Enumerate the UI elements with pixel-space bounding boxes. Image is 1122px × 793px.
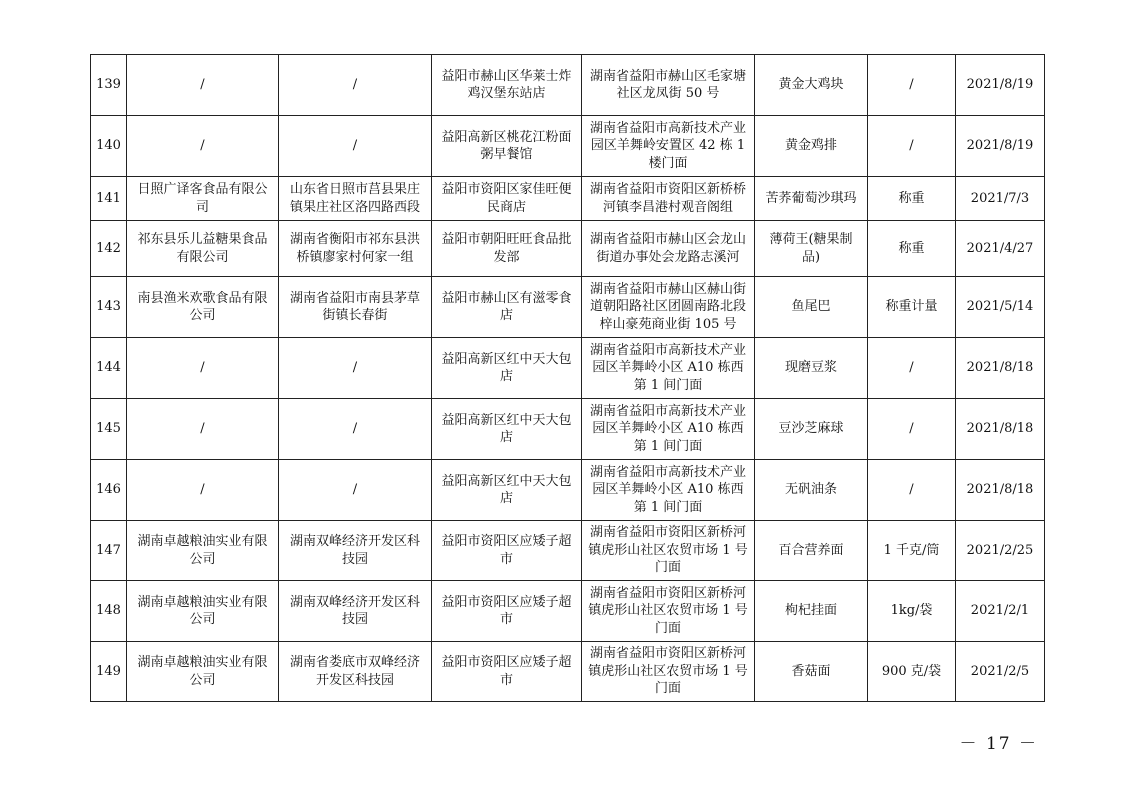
seller-cell: 益阳市资阳区应矮子超市 xyxy=(432,521,582,581)
seller-cell: 益阳市赫山区华莱士炸鸡汉堡东站店 xyxy=(432,55,582,116)
producer-address-cell: 湖南省益阳市南县茅草街镇长春街 xyxy=(279,277,432,338)
production-date-cell: 2021/8/19 xyxy=(956,55,1045,116)
row-number-cell: 144 xyxy=(91,338,127,399)
producer-cell: 湖南卓越粮油实业有限公司 xyxy=(127,642,279,702)
table-row xyxy=(91,581,1045,642)
producer-cell: 湖南卓越粮油实业有限公司 xyxy=(127,521,279,581)
producer-address-cell: 湖南省衡阳市祁东县洪桥镇廖家村何家一组 xyxy=(279,221,432,277)
specification-cell: 称重计量 xyxy=(868,277,956,338)
table-row xyxy=(91,177,1045,221)
production-date-cell: 2021/2/25 xyxy=(956,521,1045,581)
specification-cell: / xyxy=(868,116,956,177)
row-number-cell: 147 xyxy=(91,521,127,581)
row-number-cell: 149 xyxy=(91,642,127,702)
seller-address-cell: 湖南省益阳市赫山区会龙山街道办事处会龙路志溪河 xyxy=(582,221,755,277)
row-number-cell: 146 xyxy=(91,460,127,521)
seller-address-cell: 湖南省益阳市资阳区新桥桥河镇李昌港村观音阁组 xyxy=(582,177,755,221)
specification-cell: / xyxy=(868,399,956,460)
product-name-cell: 香菇面 xyxy=(755,642,868,702)
inspection-table-container xyxy=(90,54,1044,702)
producer-address-cell: / xyxy=(279,338,432,399)
specification-cell: 称重 xyxy=(868,221,956,277)
producer-address-cell: 湖南省娄底市双峰经济开发区科技园 xyxy=(279,642,432,702)
table-body xyxy=(91,55,1045,702)
row-number-cell: 140 xyxy=(91,116,127,177)
table-row xyxy=(91,460,1045,521)
page-number: － 17 － xyxy=(959,734,1038,754)
seller-address-cell: 湖南省益阳市赫山区赫山街道朝阳路社区团圆南路北段梓山豪苑商业街 105 号 xyxy=(582,277,755,338)
production-date-cell: 2021/2/5 xyxy=(956,642,1045,702)
producer-cell: / xyxy=(127,338,279,399)
row-number-cell: 148 xyxy=(91,581,127,642)
specification-cell: 称重 xyxy=(868,177,956,221)
producer-cell: 祁东县乐儿益糖果食品有限公司 xyxy=(127,221,279,277)
table-row xyxy=(91,338,1045,399)
production-date-cell: 2021/2/1 xyxy=(956,581,1045,642)
table-row xyxy=(91,221,1045,277)
production-date-cell: 2021/7/3 xyxy=(956,177,1045,221)
production-date-cell: 2021/5/14 xyxy=(956,277,1045,338)
producer-address-cell: 山东省日照市莒县果庄镇果庄社区洛四路西段 xyxy=(279,177,432,221)
production-date-cell: 2021/4/27 xyxy=(956,221,1045,277)
product-name-cell: 薄荷王(糖果制品) xyxy=(755,221,868,277)
table-row xyxy=(91,55,1045,116)
producer-cell: / xyxy=(127,399,279,460)
row-number-cell: 139 xyxy=(91,55,127,116)
seller-cell: 益阳市资阳区应矮子超市 xyxy=(432,642,582,702)
producer-address-cell: / xyxy=(279,55,432,116)
product-name-cell: 鱼尾巴 xyxy=(755,277,868,338)
seller-cell: 益阳高新区桃花江粉面粥早餐馆 xyxy=(432,116,582,177)
row-number-cell: 145 xyxy=(91,399,127,460)
producer-cell: / xyxy=(127,460,279,521)
production-date-cell: 2021/8/19 xyxy=(956,116,1045,177)
row-number-cell: 143 xyxy=(91,277,127,338)
producer-cell: 湖南卓越粮油实业有限公司 xyxy=(127,581,279,642)
producer-address-cell: 湖南双峰经济开发区科技园 xyxy=(279,521,432,581)
product-name-cell: 黄金鸡排 xyxy=(755,116,868,177)
row-number-cell: 141 xyxy=(91,177,127,221)
seller-address-cell: 湖南省益阳市高新技术产业园区羊舞岭小区 A10 栋西第 1 间门面 xyxy=(582,338,755,399)
table-row xyxy=(91,116,1045,177)
seller-cell: 益阳市朝阳旺旺食品批发部 xyxy=(432,221,582,277)
seller-address-cell: 湖南省益阳市资阳区新桥河镇虎形山社区农贸市场 1 号门面 xyxy=(582,581,755,642)
seller-cell: 益阳市赫山区有滋零食店 xyxy=(432,277,582,338)
specification-cell: 1 千克/筒 xyxy=(868,521,956,581)
specification-cell: 900 克/袋 xyxy=(868,642,956,702)
seller-address-cell: 湖南省益阳市高新技术产业园区羊舞岭小区 A10 栋西第 1 间门面 xyxy=(582,399,755,460)
seller-address-cell: 湖南省益阳市资阳区新桥河镇虎形山社区农贸市场 1 号门面 xyxy=(582,642,755,702)
seller-address-cell: 湖南省益阳市赫山区毛家塘社区龙凤街 50 号 xyxy=(582,55,755,116)
producer-cell: / xyxy=(127,55,279,116)
producer-address-cell: 湖南双峰经济开发区科技园 xyxy=(279,581,432,642)
producer-address-cell: / xyxy=(279,399,432,460)
producer-cell: 日照广译客食品有限公司 xyxy=(127,177,279,221)
seller-cell: 益阳高新区红中天大包店 xyxy=(432,399,582,460)
specification-cell: / xyxy=(868,460,956,521)
specification-cell: 1kg/袋 xyxy=(868,581,956,642)
seller-cell: 益阳市资阳区应矮子超市 xyxy=(432,581,582,642)
producer-cell: / xyxy=(127,116,279,177)
seller-address-cell: 湖南省益阳市资阳区新桥河镇虎形山社区农贸市场 1 号门面 xyxy=(582,521,755,581)
seller-cell: 益阳高新区红中天大包店 xyxy=(432,460,582,521)
product-name-cell: 无矾油条 xyxy=(755,460,868,521)
specification-cell: / xyxy=(868,55,956,116)
production-date-cell: 2021/8/18 xyxy=(956,338,1045,399)
producer-address-cell: / xyxy=(279,116,432,177)
producer-address-cell: / xyxy=(279,460,432,521)
seller-cell: 益阳市资阳区家佳旺便民商店 xyxy=(432,177,582,221)
row-number-cell: 142 xyxy=(91,221,127,277)
specification-cell: / xyxy=(868,338,956,399)
product-name-cell: 枸杞挂面 xyxy=(755,581,868,642)
product-name-cell: 苦荞葡萄沙琪玛 xyxy=(755,177,868,221)
seller-address-cell: 湖南省益阳市高新技术产业园区羊舞岭安置区 42 栋 1 楼门面 xyxy=(582,116,755,177)
seller-cell: 益阳高新区红中天大包店 xyxy=(432,338,582,399)
production-date-cell: 2021/8/18 xyxy=(956,399,1045,460)
product-name-cell: 现磨豆浆 xyxy=(755,338,868,399)
table-row xyxy=(91,277,1045,338)
table-row xyxy=(91,521,1045,581)
inspection-table xyxy=(90,54,1045,702)
product-name-cell: 豆沙芝麻球 xyxy=(755,399,868,460)
product-name-cell: 百合营养面 xyxy=(755,521,868,581)
seller-address-cell: 湖南省益阳市高新技术产业园区羊舞岭小区 A10 栋西第 1 间门面 xyxy=(582,460,755,521)
product-name-cell: 黄金大鸡块 xyxy=(755,55,868,116)
table-row xyxy=(91,399,1045,460)
table-row xyxy=(91,642,1045,702)
production-date-cell: 2021/8/18 xyxy=(956,460,1045,521)
producer-cell: 南县渔米欢歌食品有限公司 xyxy=(127,277,279,338)
